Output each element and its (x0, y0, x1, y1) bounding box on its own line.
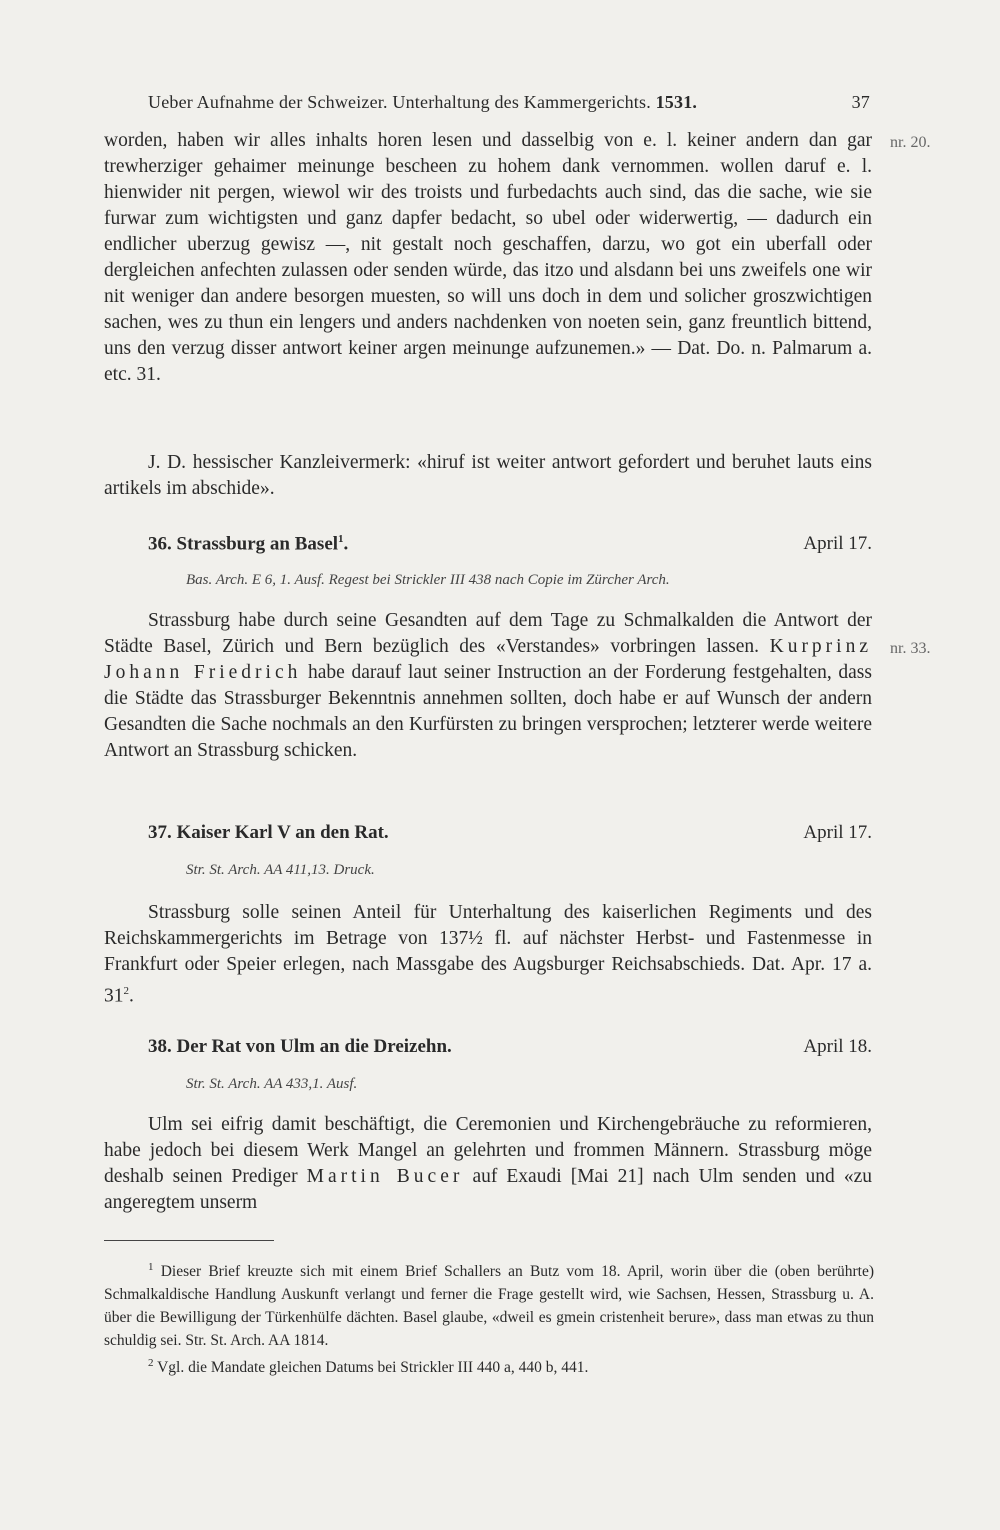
continuation-text: worden, haben wir alles inhalts horen lesen und dasselbig von e. l. keiner andern dan gar trewherziger gehaimer meinunge bescheen zu hohem dank vernommen. wollen daruf e. l. hienwider nit pergen, wiewol wir des troists und furbedachts auch sind, das die sache, wie sie furwar zum wichtigsten und ganz dapfer bedacht, so ubel oder widerwertig, — dadurch ein endlicher uberzug gewisz —, nit gestalt noch geschaffen, darzu, wo got ein uberfall oder dergleichen anfechten zulassen oder senden würde, das itzo und alsdann bei uns zweifels one wir nit weniger dan andere besorgen muesten, so will uns doch in dem und solicher groszwichtigen sachen, wes zu thun ein lengers und anders nachdenken von noeten sein, ganz freuntlich bittend, uns den verzug disser antwort keiner argen meinunge aufzunemen.» — Dat. Do. n. Palmarum a. etc. 31. (104, 130, 872, 385)
footnotes (104, 1256, 874, 1379)
running-title (148, 92, 697, 113)
footnote-2 (104, 1352, 874, 1379)
entry-36-title-end: . (343, 533, 349, 555)
entry-36-heading (148, 533, 872, 555)
footnote-ref-2: 2 (123, 985, 129, 997)
entry-38-title: 38. Der Rat von Ulm an die Dreizehn. (148, 1036, 452, 1057)
entry-36-source: Bas. Arch. E 6, 1. Ausf. Regest bei Strickler III 438 nach Copie im Zürcher Arch. (186, 572, 670, 588)
entry-37-body (104, 900, 872, 1010)
entry-38-source: Str. St. Arch. AA 433,1. Ausf. (186, 1076, 358, 1092)
entry-36-body (104, 608, 872, 764)
footnote-2-marker: 2 (148, 1357, 154, 1370)
entry-36-title (148, 533, 348, 555)
entry-36-indent (104, 610, 148, 631)
entry-37-text-main: Strassburg solle seinen Anteil für Unterhaltung des kaiserlichen Regiments und des Reichskammergerichts im Betrage von 137½ fl. auf nächster Herbst- und Fastenmesse in Frankfurt oder Speier erlegen, nach Massgabe des Augsburger Reichsabschieds. Dat. Apr. 17 a. 31 (104, 902, 872, 1007)
entry-37-text (104, 900, 872, 1010)
footnote-2-text: Vgl. die Mandate gleichen Datums bei Strickler III 440 a, 440 b, 441. (157, 1359, 589, 1377)
footnote-ref-1: 1 (338, 533, 344, 545)
kanzlei-note (104, 450, 872, 502)
continuation-letter (104, 128, 872, 388)
margin-note-nr33: nr. 33. (890, 640, 931, 657)
footnote-1 (104, 1256, 874, 1352)
running-title-text: Ueber Aufnahme der Schweizer. Unterhaltung des Kammergerichts. (148, 92, 651, 112)
entry-38-text-before: Ulm sei eifrig damit beschäftigt, die Ceremonien und Kirchengebräuche zu reformieren, habe jedoch bei diesem Werk Mangel an gelehrten und frommen Männern. Strassburg möge deshalb seinen Prediger (104, 1114, 872, 1187)
entry-38-text (104, 1112, 872, 1216)
entry-37-title: 37. Kaiser Karl V an den Rat. (148, 822, 389, 843)
entry-36-text-before: Strassburg habe durch seine Gesandten auf dem Tage zu Schmalkalden die Antwort der Städte Basel, Zürich und Bern bezüglich des «Verstandes» vorbringen lassen. (104, 610, 872, 657)
entry-38-text-after: auf Exaudi [Mai 21] nach Ulm senden und «zu angeregtem unserm (104, 1166, 873, 1213)
entry-37-indent (104, 902, 148, 923)
margin-note-nr20: nr. 20. (890, 134, 931, 151)
page-number: 37 (851, 92, 870, 112)
entry-37-source: Str. St. Arch. AA 411,13. Druck. (186, 862, 375, 878)
kanzlei-note-text: J. D. hessischer Kanzleivermerk: «hiruf ist weiter antwort gefordert und beruhet lauts eins artikels im abschide». (104, 452, 872, 499)
entry-38-spaced-name: Martin Bucer (306, 1166, 464, 1187)
entry-36-spaced-name: Kurprinz Johann Friedrich (104, 636, 873, 683)
entry-36-title-text: 36. Strassburg an Basel (148, 533, 339, 555)
entry-37-text-end: . (129, 985, 134, 1007)
entry-38-date: April 18. (803, 1036, 872, 1057)
kanzlei-note-paragraph (104, 450, 872, 502)
entry-38-heading (148, 1036, 872, 1058)
entry-37-date: April 17. (803, 822, 872, 843)
entry-36-text-after: habe darauf laut seiner Instruction an der Forderung festgehalten, dass die Städte das Strassburger Bekenntnis annehmen sollten, doch habe er auf Wunsch der andern Gesandten die Sache nochmals an den Kurfürsten zu bringen versprochen; letzterer werde weitere Antwort an Strassburg schicken. (104, 662, 872, 761)
header-year: 1531. (655, 92, 698, 112)
entry-36-text (104, 608, 872, 764)
running-header (148, 92, 870, 113)
footnote-rule (104, 1240, 274, 1241)
footnote-1-text: Dieser Brief kreuzte sich mit einem Brief Schallers an Butz vom 18. April, worin über die (oben berührte) Schmalkaldische Handlung Auskunft verlangt und ferner die Frage gestellt wird, wie Sachsen, Hessen, Strassburg u. A. über die Bewilligung der Türkenhülfe dächten. Basel glaube, «dweil es gmein cristenheit berure», dass man etwas zu thun schuldig sei. Str. St. Arch. AA 1814. (104, 1263, 875, 1350)
entry-38-indent (104, 1114, 148, 1135)
entry-38-body (104, 1112, 872, 1216)
entry-36-date: April 17. (803, 533, 872, 555)
footnote-1-marker: 1 (148, 1261, 154, 1273)
entry-37-heading (148, 822, 872, 844)
